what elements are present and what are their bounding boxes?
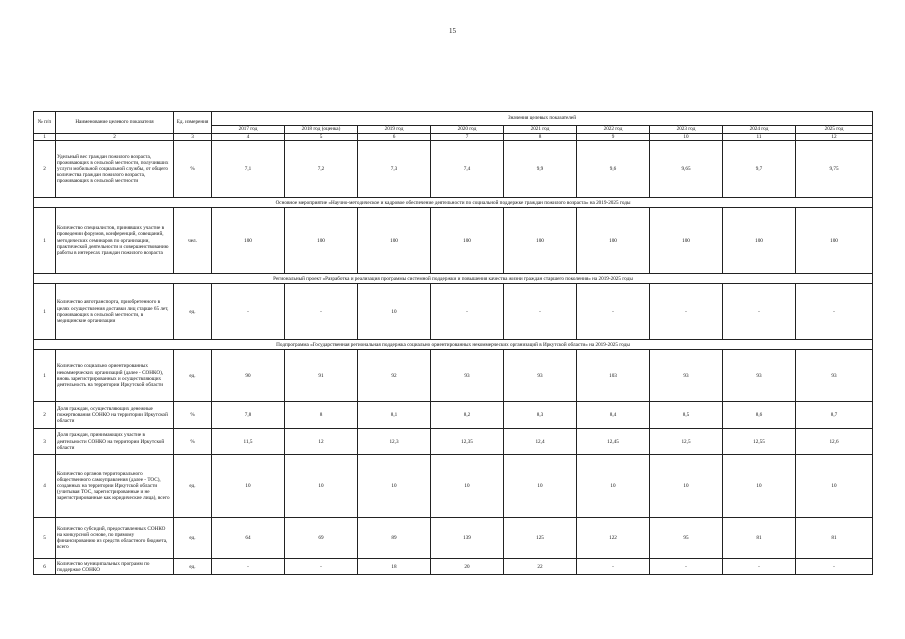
table-row xyxy=(34,402,873,429)
page-number: 15 xyxy=(449,27,456,35)
value-cell: 93 xyxy=(650,350,723,402)
column-number-cell: 8 xyxy=(504,134,577,141)
indicator-name-cell: Количество специалистов, принявших участие в проведении форумов, конференций, совещаний, методических семинаров по организации, практической деятельности и совершенствованию работы в интересах граждан пожилого возраста xyxy=(56,208,174,274)
column-number-cell: 12 xyxy=(796,134,873,141)
col-unit-header: Ед. измерения xyxy=(174,112,212,134)
value-cell: 100 xyxy=(650,208,723,274)
value-cell: 90 xyxy=(212,350,285,402)
value-cell: 10 xyxy=(212,455,285,518)
unit-cell: % xyxy=(174,429,212,455)
section-title: Региональный проект «Разработка и реализация программы системной поддержки и повышения качества жизни граждан старшего поколения» на 2019-2025 годы xyxy=(34,274,873,284)
column-number-cell: 3 xyxy=(174,134,212,141)
indicator-name-cell: Количество муниципальных программ по поддержке СОНКО xyxy=(56,559,174,575)
table-row xyxy=(34,455,873,518)
indicator-name-cell: Количество социально ориентированных некоммерческих организаций (далее - СОНКО), вновь зарегистрированных и осуществляющих деятельность на территории Иркутской области xyxy=(56,350,174,402)
value-cell: 8,2 xyxy=(431,402,504,429)
table-row xyxy=(34,518,873,559)
value-cell: 139 xyxy=(431,518,504,559)
value-cell: 10 xyxy=(650,455,723,518)
value-cell: 12,55 xyxy=(723,429,796,455)
value-cell: 12,5 xyxy=(650,429,723,455)
unit-cell: ед. xyxy=(174,455,212,518)
row-number-cell: 2 xyxy=(34,141,56,198)
row-number-cell: 5 xyxy=(34,518,56,559)
value-cell: 10 xyxy=(504,455,577,518)
value-cell: 12 xyxy=(285,429,358,455)
value-cell: 7,3 xyxy=(358,141,431,198)
value-cell: - xyxy=(723,559,796,575)
col-name-header: Наименование целевого показателя xyxy=(56,112,174,134)
year-header: 2025 год xyxy=(796,126,873,134)
table-row xyxy=(34,429,873,455)
value-cell: 125 xyxy=(504,518,577,559)
value-cell: 9,7 xyxy=(723,141,796,198)
value-cell: 89 xyxy=(358,518,431,559)
value-cell: 8,3 xyxy=(504,402,577,429)
indicator-name-cell: Доля граждан, принимающих участие в деятельности СОНКО на территории Иркутской области xyxy=(56,429,174,455)
column-number-cell: 4 xyxy=(212,134,285,141)
value-cell: 100 xyxy=(431,208,504,274)
value-cell: 93 xyxy=(796,350,873,402)
section-row xyxy=(34,198,873,208)
row-number-cell: 1 xyxy=(34,284,56,340)
column-number-cell: 9 xyxy=(577,134,650,141)
section-row xyxy=(34,274,873,284)
value-cell: 9,6 xyxy=(577,141,650,198)
value-cell: 7,2 xyxy=(285,141,358,198)
row-number-cell: 6 xyxy=(34,559,56,575)
indicator-name-cell: Доля граждан, осуществляющих денежные пожертвования СОНКО на территории Иркутской области xyxy=(56,402,174,429)
unit-cell: чел. xyxy=(174,208,212,274)
value-cell: 8,6 xyxy=(723,402,796,429)
value-cell: 8,5 xyxy=(650,402,723,429)
column-numbers-row xyxy=(34,134,873,141)
table-row xyxy=(34,141,873,198)
value-cell: 9,9 xyxy=(504,141,577,198)
value-cell: 18 xyxy=(358,559,431,575)
year-header: 2019 год xyxy=(358,126,431,134)
value-cell: - xyxy=(285,284,358,340)
year-header: 2023 год xyxy=(650,126,723,134)
value-cell: 64 xyxy=(212,518,285,559)
unit-cell: ед. xyxy=(174,284,212,340)
table-row xyxy=(34,350,873,402)
value-cell: 12,4 xyxy=(504,429,577,455)
value-cell: - xyxy=(650,559,723,575)
year-header: 2022 год xyxy=(577,126,650,134)
value-cell: 12,35 xyxy=(431,429,504,455)
row-number-cell: 3 xyxy=(34,429,56,455)
value-cell: 8,1 xyxy=(358,402,431,429)
value-cell: - xyxy=(650,284,723,340)
value-cell: 81 xyxy=(796,518,873,559)
value-cell: 8 xyxy=(285,402,358,429)
section-title: Основное мероприятие «Научно-методическое и кадровое обеспечение деятельности по социальной поддержке граждан пожилого возраста» на 2019-2025 годы xyxy=(34,198,873,208)
year-header: 2018 год (оценка) xyxy=(285,126,358,134)
value-cell: - xyxy=(796,284,873,340)
value-cell: 81 xyxy=(723,518,796,559)
column-number-cell: 2 xyxy=(56,134,174,141)
value-cell: 91 xyxy=(285,350,358,402)
value-cell: 100 xyxy=(504,208,577,274)
indicator-name-cell: Количество субсидий, предоставленных СОНКО на конкурсной основе, по прямому финансированию из средств областного бюджета, всего xyxy=(56,518,174,559)
column-number-cell: 6 xyxy=(358,134,431,141)
year-header: 2017 год xyxy=(212,126,285,134)
value-cell: 8,4 xyxy=(577,402,650,429)
value-cell: 10 xyxy=(723,455,796,518)
value-cell: 10 xyxy=(358,284,431,340)
value-cell: 11,5 xyxy=(212,429,285,455)
value-cell: 8,7 xyxy=(796,402,873,429)
value-cell: - xyxy=(285,559,358,575)
unit-cell: % xyxy=(174,402,212,429)
value-cell: 100 xyxy=(358,208,431,274)
value-cell: 92 xyxy=(358,350,431,402)
value-cell: 12,6 xyxy=(796,429,873,455)
row-number-cell: 1 xyxy=(34,208,56,274)
row-number-cell: 4 xyxy=(34,455,56,518)
value-cell: 20 xyxy=(431,559,504,575)
value-cell: 103 xyxy=(577,350,650,402)
value-cell: 9,75 xyxy=(796,141,873,198)
unit-cell: % xyxy=(174,141,212,198)
value-cell: 10 xyxy=(285,455,358,518)
column-number-cell: 7 xyxy=(431,134,504,141)
value-cell: 22 xyxy=(504,559,577,575)
value-cell: - xyxy=(796,559,873,575)
unit-cell: ед. xyxy=(174,350,212,402)
value-cell: 12,3 xyxy=(358,429,431,455)
value-cell: 100 xyxy=(285,208,358,274)
value-cell: 10 xyxy=(796,455,873,518)
value-cell: 7,8 xyxy=(212,402,285,429)
column-number-cell: 1 xyxy=(34,134,56,141)
indicator-name-cell: Количество автотранспорта, приобретенного в целях осуществления доставки лиц старше 65 лет, проживающих в сельской местности, в медицинские организации xyxy=(56,284,174,340)
value-cell: 69 xyxy=(285,518,358,559)
row-number-cell: 1 xyxy=(34,350,56,402)
section-row xyxy=(34,340,873,350)
value-cell: 100 xyxy=(796,208,873,274)
value-cell: 7,1 xyxy=(212,141,285,198)
value-cell: 93 xyxy=(431,350,504,402)
column-number-cell: 10 xyxy=(650,134,723,141)
unit-cell: ед. xyxy=(174,518,212,559)
year-header: 2021 год xyxy=(504,126,577,134)
value-cell: 12,45 xyxy=(577,429,650,455)
target-indicators-table xyxy=(33,111,873,575)
col-number-header: № п/п xyxy=(34,112,56,134)
year-header: 2020 год xyxy=(431,126,504,134)
value-cell: 122 xyxy=(577,518,650,559)
value-cell: - xyxy=(212,284,285,340)
section-title: Подпрограмма «Государственная региональная поддержка социально ориентированных некоммерческих организаций в Иркутской области» на 2019-2025 годы xyxy=(34,340,873,350)
value-cell: 10 xyxy=(431,455,504,518)
value-cell: 10 xyxy=(577,455,650,518)
column-number-cell: 5 xyxy=(285,134,358,141)
value-cell: - xyxy=(212,559,285,575)
value-cell: 93 xyxy=(723,350,796,402)
unit-cell: ед. xyxy=(174,559,212,575)
indicator-name-cell: Удельный вес граждан пожилого возраста, проживающих в сельской местности, получивших услуги мобильной социальной службы, от общего количества граждан пожилого возраста, проживающих в сельской местности xyxy=(56,141,174,198)
table-row xyxy=(34,208,873,274)
value-cell: - xyxy=(431,284,504,340)
value-cell: 100 xyxy=(212,208,285,274)
value-cell: - xyxy=(577,284,650,340)
value-cell: 93 xyxy=(504,350,577,402)
value-cell: - xyxy=(723,284,796,340)
value-cell: 95 xyxy=(650,518,723,559)
value-cell: 7,4 xyxy=(431,141,504,198)
header-row xyxy=(34,112,873,126)
values-group-header: Значения целевых показателей xyxy=(212,112,873,126)
column-number-cell: 11 xyxy=(723,134,796,141)
value-cell: 10 xyxy=(358,455,431,518)
value-cell: 9,65 xyxy=(650,141,723,198)
year-header: 2024 год xyxy=(723,126,796,134)
value-cell: 100 xyxy=(577,208,650,274)
row-number-cell: 2 xyxy=(34,402,56,429)
table-row xyxy=(34,559,873,575)
value-cell: - xyxy=(504,284,577,340)
value-cell: 100 xyxy=(723,208,796,274)
indicator-name-cell: Количество органов территориального общественного самоуправления (далее - ТОС), созданных на территории Иркутской области (учитывая ТОС, зарегистрированные и не зарегистрированные как юридические лица), всего xyxy=(56,455,174,518)
value-cell: - xyxy=(577,559,650,575)
table-row xyxy=(34,284,873,340)
